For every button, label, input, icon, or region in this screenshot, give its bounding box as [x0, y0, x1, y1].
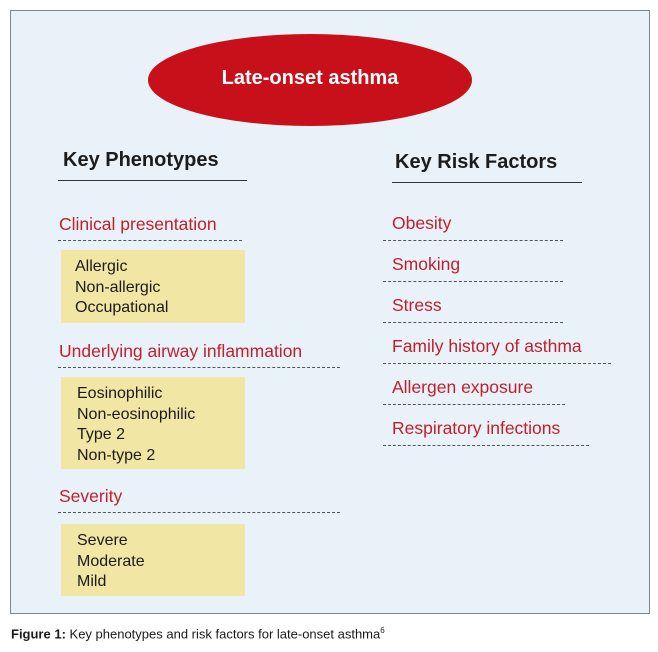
risk-factor-family-history: Family history of asthma — [381, 334, 611, 364]
caption-label: Figure 1: — [11, 626, 66, 642]
phenotype-item: Severe — [77, 532, 128, 549]
phenotype-item: Non-type 2 — [77, 446, 156, 464]
phenotype-item: Moderate — [77, 552, 145, 570]
phenotype-item: Mild — [77, 573, 107, 590]
diagram-title: Late-onset asthma — [221, 66, 399, 89]
risk-factors-list — [381, 211, 611, 446]
phenotype-item: Non-eosinophilic — [77, 405, 196, 423]
category-clinical-presentation: Clinical presentation — [58, 214, 242, 241]
caption-text: Key phenotypes and risk factors for late-onset asthma — [65, 626, 381, 642]
title-ellipse — [148, 34, 472, 126]
airway-inflammation-box — [61, 377, 245, 469]
category-severity: Severity — [58, 486, 340, 513]
caption-reference: 6 — [380, 626, 385, 635]
figure-caption — [11, 626, 385, 641]
clinical-presentation-box — [61, 250, 245, 323]
severity-box — [61, 524, 245, 596]
risk-factor-obesity: Obesity — [381, 211, 611, 241]
risk-factor-smoking: Smoking — [381, 252, 611, 282]
risk-factors-heading: Key Risk Factors — [392, 151, 582, 183]
phenotype-item: Non-allergic — [75, 278, 161, 296]
phenotype-item: Occupational — [75, 299, 169, 316]
risk-factor-allergen-exposure: Allergen exposure — [381, 375, 611, 405]
phenotype-item: Allergic — [75, 258, 128, 275]
phenotypes-heading: Key Phenotypes — [58, 149, 247, 181]
category-underlying-airway-inflammation: Underlying airway inflammation — [58, 341, 340, 368]
risk-factor-stress: Stress — [381, 293, 611, 323]
phenotype-item: Type 2 — [77, 426, 126, 443]
risk-factor-respiratory-infections: Respiratory infections — [381, 416, 611, 446]
phenotype-item: Eosinophilic — [77, 385, 163, 402]
